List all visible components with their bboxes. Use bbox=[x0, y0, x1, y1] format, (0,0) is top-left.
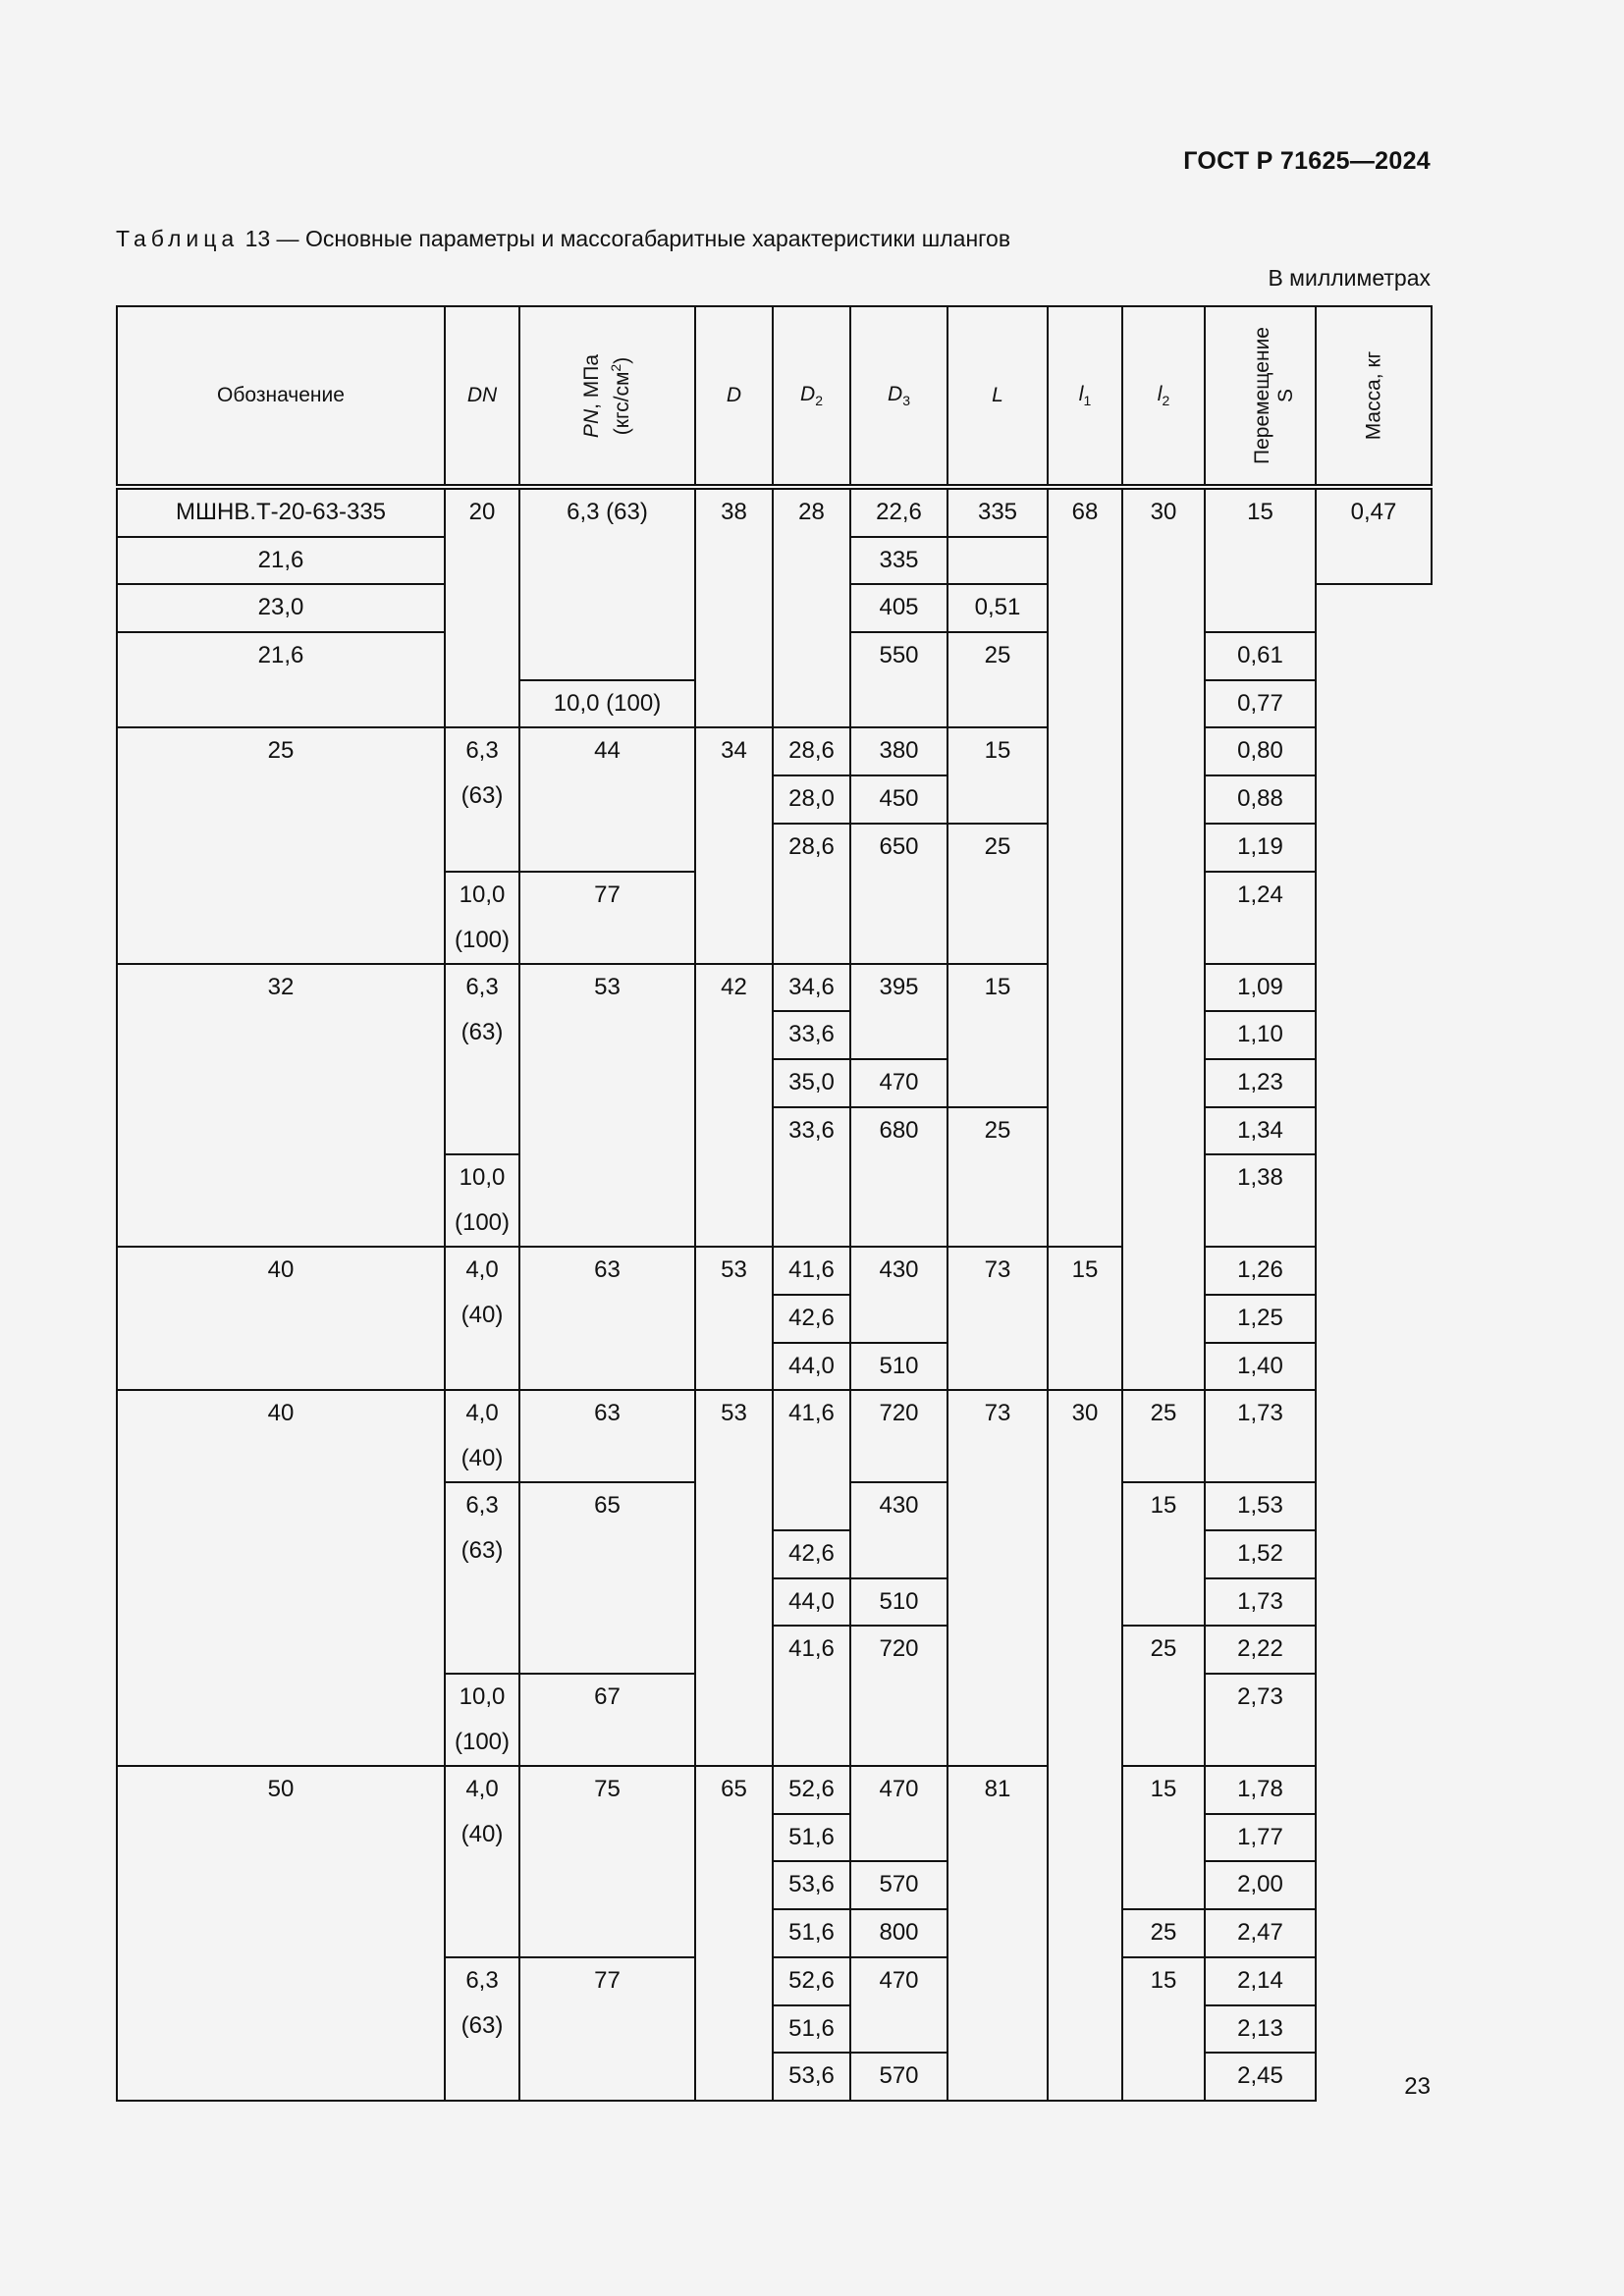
cell-mass: 1,10 bbox=[1205, 1011, 1316, 1059]
cell-l: 335 bbox=[947, 487, 1048, 537]
cell-designation: МШНВ.Т-20-63-335 bbox=[117, 487, 445, 537]
cell-displacement: 25 bbox=[1122, 1390, 1205, 1482]
cell-d3: 51,6 bbox=[773, 1909, 850, 1957]
cell-mass: 1,73 bbox=[1205, 1390, 1316, 1482]
cell-d3: 23,0 bbox=[117, 584, 445, 632]
cell-d3: 44,0 bbox=[773, 1343, 850, 1391]
cell-pn: 6,3 (63) bbox=[445, 964, 519, 1155]
cell-d3: 53,6 bbox=[773, 2053, 850, 2101]
cell-mass: 1,26 bbox=[1205, 1247, 1316, 1295]
cell-mass: 0,80 bbox=[1205, 727, 1316, 775]
header-l1-sub: 1 bbox=[1083, 393, 1092, 409]
cell-dn: 20 bbox=[445, 487, 519, 727]
parameters-table bbox=[116, 305, 1433, 2102]
header-pn-alt-sup: 2 bbox=[608, 363, 623, 372]
cell-l2: 30 bbox=[1048, 1390, 1122, 2101]
cell-l: 470 bbox=[850, 1059, 947, 1107]
header-pn-unit: , МПа bbox=[580, 353, 603, 409]
header-d bbox=[695, 306, 773, 487]
cell-mass: 1,24 bbox=[1205, 872, 1316, 964]
cell-d3: 41,6 bbox=[773, 1626, 850, 1766]
cell-d3: 44,0 bbox=[773, 1578, 850, 1627]
cell-mass: 1,40 bbox=[1205, 1343, 1316, 1391]
cell-d3: 28,0 bbox=[773, 775, 850, 824]
cell-mass: 0,47 bbox=[1316, 487, 1432, 584]
cell-mass: 2,22 bbox=[1205, 1626, 1316, 1674]
cell-mass: 0,51 bbox=[947, 584, 1048, 632]
cell-l: 510 bbox=[850, 1343, 947, 1391]
cell-mass: 1,23 bbox=[1205, 1059, 1316, 1107]
cell-d3: 33,6 bbox=[773, 1011, 850, 1059]
cell-d2: 42 bbox=[695, 964, 773, 1248]
cell-mass: 1,34 bbox=[1205, 1107, 1316, 1155]
cell-dn: 40 bbox=[117, 1247, 445, 1390]
cell-pn: 10,0 (100) bbox=[445, 872, 519, 964]
cell-d3: 51,6 bbox=[773, 2005, 850, 2054]
cell-d3: 41,6 bbox=[773, 1390, 850, 1530]
cell-d2: 34 bbox=[695, 727, 773, 963]
cell-pn: 6,3 (63) bbox=[445, 1957, 519, 2101]
header-pn-alt-unit: (кгс/см bbox=[611, 371, 633, 435]
cell-d3: 35,0 bbox=[773, 1059, 850, 1107]
header-l1 bbox=[1048, 306, 1122, 487]
cell-l: 430 bbox=[850, 1247, 947, 1342]
cell-displacement: 15 bbox=[947, 964, 1048, 1107]
header-pn bbox=[519, 306, 695, 487]
cell-displacement: 15 bbox=[1205, 487, 1316, 632]
cell-d3: 52,6 bbox=[773, 1957, 850, 2005]
cell-l: 430 bbox=[850, 1482, 947, 1577]
cell-mass: 2,47 bbox=[1205, 1909, 1316, 1957]
header-displacement-symbol: S bbox=[1273, 388, 1297, 403]
units-note: В миллиметрах bbox=[1268, 265, 1431, 291]
cell-mass: 0,88 bbox=[1205, 775, 1316, 824]
header-designation bbox=[117, 306, 445, 487]
cell-displacement: 15 bbox=[1048, 1247, 1122, 1390]
cell-mass: 1,78 bbox=[1205, 1766, 1316, 1814]
header-pn-symbol: PN bbox=[580, 408, 603, 438]
table-row bbox=[117, 1247, 1432, 1295]
cell-d: 53 bbox=[519, 964, 695, 1248]
cell-mass: 1,77 bbox=[1205, 1814, 1316, 1862]
cell-pn: 10,0 (100) bbox=[445, 1154, 519, 1247]
cell-mass: 1,73 bbox=[1205, 1578, 1316, 1627]
cell-l: 470 bbox=[850, 1766, 947, 1861]
cell-d: 44 bbox=[519, 727, 695, 871]
cell-dn: 40 bbox=[117, 1390, 445, 1766]
header-d3-base: D bbox=[888, 382, 903, 405]
header-displacement bbox=[1205, 306, 1316, 487]
cell-displacement: 25 bbox=[947, 632, 1048, 727]
cell-d3: 33,6 bbox=[773, 1107, 850, 1248]
cell-mass: 1,25 bbox=[1205, 1295, 1316, 1343]
cell-pn: 6,3 (63) bbox=[445, 1482, 519, 1674]
table-caption bbox=[116, 226, 1010, 252]
cell-mass: 2,73 bbox=[1205, 1674, 1316, 1766]
cell-pn: 10,0 (100) bbox=[445, 1674, 519, 1766]
header-pn-rotated bbox=[580, 353, 634, 437]
header-l-text: L bbox=[992, 384, 1003, 406]
cell-displacement: 15 bbox=[1122, 1766, 1205, 1909]
cell-d3: 28,6 bbox=[773, 727, 850, 775]
cell-d3: 52,6 bbox=[773, 1766, 850, 1814]
table-row bbox=[117, 1766, 1432, 1814]
cell-dn: 32 bbox=[117, 964, 445, 1248]
cell-pn: 4,0 (40) bbox=[445, 1766, 519, 1957]
header-d2 bbox=[773, 306, 850, 487]
cell-d: 67 bbox=[519, 1674, 695, 1766]
table-body bbox=[117, 487, 1432, 2101]
cell-d: 75 bbox=[519, 1766, 695, 1957]
cell-dn: 25 bbox=[117, 727, 445, 963]
cell-d2: 28 bbox=[773, 487, 850, 727]
header-l2 bbox=[1122, 306, 1205, 487]
cell-d3: 51,6 bbox=[773, 1814, 850, 1862]
header-d-text: D bbox=[726, 384, 742, 406]
header-displacement-rotated bbox=[1251, 327, 1298, 464]
cell-pn: 6,3 (63) bbox=[519, 487, 695, 680]
cell-d2: 53 bbox=[695, 1390, 773, 1766]
table-row bbox=[117, 487, 1432, 537]
header-mass bbox=[1316, 306, 1432, 487]
cell-l: 720 bbox=[850, 1390, 947, 1482]
cell-l: 450 bbox=[850, 775, 947, 824]
cell-d2: 65 bbox=[695, 1766, 773, 2101]
cell-mass: 2,00 bbox=[1205, 1861, 1316, 1909]
cell-mass: 1,52 bbox=[1205, 1530, 1316, 1578]
cell-d3: 53,6 bbox=[773, 1861, 850, 1909]
cell-pn: 10,0 (100) bbox=[519, 680, 695, 728]
page-number: 23 bbox=[1404, 2073, 1431, 2100]
header-d3 bbox=[850, 306, 947, 487]
cell-pn: 4,0 (40) bbox=[445, 1390, 519, 1482]
cell-mass: 1,38 bbox=[1205, 1154, 1316, 1247]
cell-l: 800 bbox=[850, 1909, 947, 1957]
cell-d3: 41,6 bbox=[773, 1247, 850, 1295]
cell-l: 680 bbox=[850, 1107, 947, 1248]
header-l2-sub: 2 bbox=[1162, 393, 1170, 409]
cell-l1: 73 bbox=[947, 1390, 1048, 1766]
cell-pn: 4,0 (40) bbox=[445, 1247, 519, 1390]
header-dn bbox=[445, 306, 519, 487]
cell-l1: 68 bbox=[1048, 487, 1122, 1247]
cell-l1: 73 bbox=[947, 1247, 1048, 1390]
cell-l: 405 bbox=[850, 584, 947, 632]
cell-mass: 1,19 bbox=[1205, 824, 1316, 872]
cell-l: 470 bbox=[850, 1957, 947, 2053]
header-designation-text: Обозначение bbox=[217, 384, 345, 406]
cell-d: 77 bbox=[519, 872, 695, 964]
cell-displacement: 25 bbox=[947, 1107, 1048, 1248]
cell-mass: 2,13 bbox=[1205, 2005, 1316, 2054]
table-row bbox=[117, 727, 1432, 775]
document-number: ГОСТ Р 71625—2024 bbox=[1183, 147, 1431, 175]
cell-l2: 30 bbox=[1122, 487, 1205, 1390]
table-row bbox=[117, 964, 1432, 1012]
table-row bbox=[117, 1390, 1432, 1482]
cell-l: 550 bbox=[850, 632, 947, 727]
cell-displacement: 25 bbox=[1122, 1626, 1205, 1766]
header-l2-base: l bbox=[1157, 382, 1163, 405]
cell-l: 570 bbox=[850, 2053, 947, 2101]
cell-l: 570 bbox=[850, 1861, 947, 1909]
cell-displacement: 25 bbox=[1122, 1909, 1205, 1957]
header-d2-sub: 2 bbox=[815, 393, 823, 409]
cell-d3: 42,6 bbox=[773, 1530, 850, 1578]
cell-l: 335 bbox=[850, 537, 947, 585]
cell-l: 395 bbox=[850, 964, 947, 1059]
cell-mass: 1,53 bbox=[1205, 1482, 1316, 1530]
header-l1-base: l bbox=[1078, 382, 1084, 405]
cell-d: 63 bbox=[519, 1390, 695, 1482]
header-l bbox=[947, 306, 1048, 487]
cell-d3: 28,6 bbox=[773, 824, 850, 964]
cell-displacement: 15 bbox=[1122, 1482, 1205, 1626]
cell-mass: 1,09 bbox=[1205, 964, 1316, 1012]
cell-d: 38 bbox=[695, 487, 773, 727]
cell-d: 65 bbox=[519, 1482, 695, 1674]
cell-mass: 2,45 bbox=[1205, 2053, 1316, 2101]
cell-displacement: 25 bbox=[947, 824, 1048, 964]
cell-mass: 2,14 bbox=[1205, 1957, 1316, 2005]
table-caption-label: Таблица bbox=[116, 226, 240, 251]
cell-d3: 34,6 bbox=[773, 964, 850, 1012]
cell-pn: 6,3 (63) bbox=[445, 727, 519, 871]
cell-l1: 81 bbox=[947, 1766, 1048, 2101]
cell-displacement: 15 bbox=[1122, 1957, 1205, 2101]
cell-d3: 22,6 bbox=[850, 487, 947, 537]
cell-mass: 0,61 bbox=[1205, 632, 1316, 680]
header-d3-sub: 3 bbox=[902, 393, 910, 409]
header-displacement-text: Перемещение bbox=[1250, 327, 1273, 464]
cell-displacement: 15 bbox=[947, 727, 1048, 823]
cell-l: 510 bbox=[850, 1578, 947, 1627]
cell-d: 63 bbox=[519, 1247, 695, 1390]
header-d2-base: D bbox=[800, 382, 816, 405]
cell-d2: 53 bbox=[695, 1247, 773, 1390]
cell-d3: 42,6 bbox=[773, 1295, 850, 1343]
header-pn-alt-close: ) bbox=[611, 356, 633, 364]
cell-l: 380 bbox=[850, 727, 947, 775]
table-caption-text: 13 — Основные параметры и массогабаритные характеристики шлангов bbox=[239, 226, 1011, 251]
cell-l: 650 bbox=[850, 824, 947, 964]
cell-l: 720 bbox=[850, 1626, 947, 1766]
header-mass-text: Масса, кг bbox=[1361, 350, 1384, 441]
cell-dn: 50 bbox=[117, 1766, 445, 2101]
table-header-row bbox=[117, 306, 1432, 487]
cell-d3: 21,6 bbox=[117, 537, 445, 585]
cell-d3: 21,6 bbox=[117, 632, 445, 727]
cell-mass: 0,77 bbox=[1205, 680, 1316, 728]
header-dn-text: DN bbox=[466, 384, 498, 406]
cell-d: 77 bbox=[519, 1957, 695, 2101]
